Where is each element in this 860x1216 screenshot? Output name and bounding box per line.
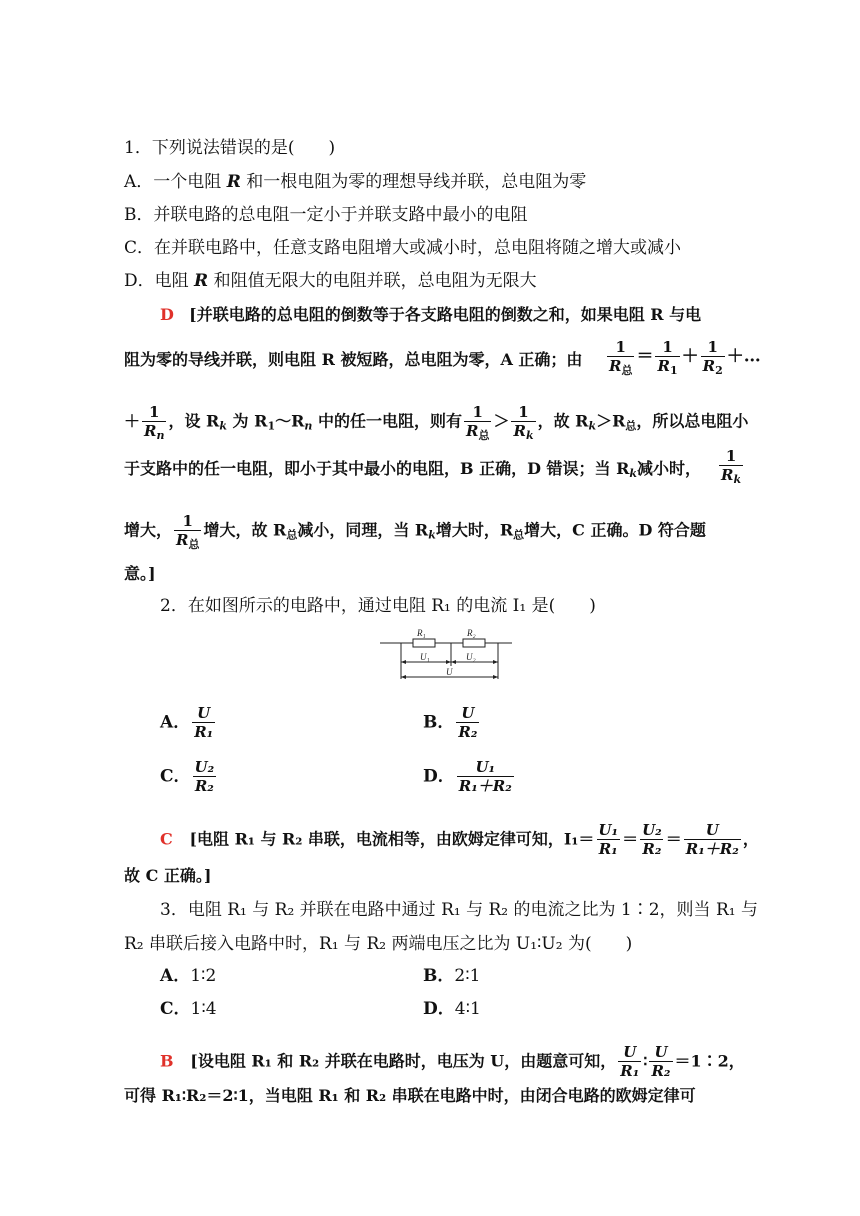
explanation-text: 阻为零的导线并联，则电阻 R 被短路，总电阻为零，A 正确；由 [124,350,583,369]
label-r1: R₁ [417,628,426,638]
option-letter: D． [124,271,155,291]
equals-sign: ＝ [636,346,654,367]
subscript: 总 [188,538,200,551]
explanation-text: 于支路中的任一电阻，即小于其中最小的电阻，B 正确，D 错误；当 R [124,459,630,478]
option-text: 4∶1 [454,999,481,1019]
fraction [192,705,215,741]
label-u: U [446,667,453,677]
q1-stem: 1．下列说法错误的是( ) [124,138,336,158]
fraction-denominator: R₁＋R₂ [685,840,739,858]
fraction-denominator: $R_总$ [609,357,633,377]
explanation-text: [电阻 R₁ 与 R₂ 串联，电流相等，由欧姆定律可知，I₁＝ [189,829,595,849]
option-letter: B． [423,966,455,986]
fraction-numerator: 1 [615,338,626,356]
fraction-numerator: 1 [182,512,193,530]
equals-sign: ＝ [665,829,682,849]
q1-option-d[interactable] [124,271,537,291]
q3-stem-line1: 3．电阻 R₁ 与 R₂ 并联在电路中通过 R₁ 与 R₂ 的电流之比为 1∶2，则当 R₁ 与 [160,900,758,920]
fraction-numerator: U [197,704,211,722]
series-circuit-diagram [376,624,516,686]
explanation-text: [设电阻 R₁ 和 R₂ 并联在电路时，电压为 U，由题意可知， [190,1051,617,1071]
plus-ellipsis: ＋… [726,346,761,367]
fraction-numerator: 1 [662,338,673,356]
q3-explanation-line2: 可得 R₁∶R₂＝2∶1，当电阻 R₁ 和 R₂ 串联在电路中时，由闭合电路的欧姆定律可 [124,1086,696,1105]
explanation-text: 中的任一电阻，则有 [312,411,462,431]
q2-option-c[interactable] [160,759,218,795]
q1-option-a[interactable] [124,172,586,192]
var-r: R [194,271,209,291]
option-letter: C． [160,999,191,1019]
fraction [511,404,535,440]
q3-explanation-line1 [160,1044,745,1080]
explanation-text: 为 R [226,411,268,431]
q1-option-b[interactable] [124,205,528,225]
option-text: 和阻值无限大的电阻并联，总电阻为无限大 [208,271,537,291]
q1-explanation-line3: ＋ $\frac{1}{R_n}$ ，设 $R_k$ 为 $R_1\sim R_n$ 中的任一电阻，则有 $\frac{1}{R_总}$ ＞ $\frac{1}{R_k}$ ，故 $R_k>R_总$，所以总电阻小 [124,403,749,442]
fraction [464,404,491,440]
q3-option-d[interactable] [423,999,481,1019]
fraction-numerator: U₁ [475,758,496,776]
explanation-text: ，设 R [168,411,220,431]
fraction-denominator: R₂ [651,1062,671,1080]
q1-option-c[interactable] [124,238,681,258]
fraction-numerator: U₂ [642,821,662,839]
fraction [618,1044,641,1080]
fraction-denominator: R₂ [458,723,478,741]
fraction-numerator: 1 [518,403,529,421]
explanation-text: [并联电路的总电阻的倒数等于各支路电阻的倒数之和，如果电阻 R 与电 [189,305,702,324]
explanation-text: 增大， [124,520,173,540]
fraction-numerator: 1 [149,403,160,421]
q1-explanation-line4: 于支路中的任一电阻，即小于其中最小的电阻，B 正确，D 错误；当 $R_k$减小时， [124,459,702,480]
fraction [640,822,664,858]
option-letter: C． [124,238,155,258]
fraction-denominator: R₁ [620,1062,640,1080]
fraction [649,1044,672,1080]
fraction [655,339,679,375]
q2-option-d[interactable] [423,759,516,795]
explanation-text: ，故 R [537,411,589,431]
fraction-denominator: $R_总$ [176,531,200,551]
colon-sign: ∶ [643,1051,648,1071]
fraction-denominator: R₂ [194,777,214,795]
explanation-text: ＞R [596,411,626,431]
q1-explanation-line6: 意。] [124,564,156,583]
option-letter: D． [423,766,455,787]
subscript: 总 [286,528,298,542]
q2-stem: 2．在如图所示的电路中，通过电阻 R₁ 的电流 I₁ 是( ) [160,596,596,616]
explanation-text: 减小时， [637,459,702,478]
label-u1: U₁ [420,652,430,662]
q3-stem-line2: R₂ 串联后接入电路中时，R₁ 与 R₂ 两端电压之比为 U₁∶U₂ 为( ) [124,934,633,954]
option-text: 电阻 [154,271,195,291]
plus-sign: ＋ [124,411,141,431]
option-text: 和一根电阻为零的理想导线并联，总电阻为零 [240,172,587,192]
label-r2: R₂ [467,628,476,638]
option-text: 2∶1 [454,966,481,986]
fraction-numerator: U₂ [194,758,215,776]
option-text: 1∶2 [190,966,217,986]
q3-answer: B [160,1051,174,1071]
fraction-denominator: R₂ [642,840,662,858]
q1-answer: D [160,305,174,324]
fraction [193,759,217,795]
fraction [684,822,741,858]
fraction [142,404,166,440]
fraction [174,513,201,549]
explanation-text: 减小，同理，当 R [297,520,429,540]
q2-answer: C [160,829,173,849]
option-letter: B． [124,205,154,225]
explanation-text: ～R [275,411,305,431]
option-letter: A． [160,712,191,733]
option-letter: A． [160,966,191,986]
option-text: 在并联电路中，任意支路电阻增大或减小时，总电阻将随之增大或减小 [154,238,682,258]
option-letter: A． [124,172,154,192]
fraction-numerator: U [623,1043,637,1061]
option-text: 一个电阻 [153,172,227,192]
fraction-denominator: $R_1$ [657,357,678,377]
subscript: 总 [513,528,525,542]
fraction [719,448,743,484]
explanation-text: ，所以总电阻小 [636,411,749,431]
fraction-denominator: $R_k$ [513,422,534,442]
q2-explanation-line2: 故 C 正确。] [124,866,212,885]
fraction-numerator: U₁ [598,821,619,839]
fraction-denominator: R₁＋R₂ [458,777,512,795]
q3-option-a[interactable] [160,966,216,986]
explanation-text: 增大，故 R [203,520,287,540]
plus-sign: ＋ [681,346,699,367]
explanation-text: 增大时，R [435,520,514,540]
gt-sign: ＞ [493,411,510,431]
subscript: 总 [478,429,490,442]
q2-option-a[interactable] [160,705,217,741]
q1-explanation-line5: 增大， $\frac{1}{R_总}$ 增大，故 $R_总$减小，同理，当 $R_k$增大时，$R_总$增大，C 正确。D 符合题 [124,512,706,551]
equals-sign: ＝ [622,829,639,849]
q1-inverse-rk [717,448,745,484]
fraction [701,339,725,375]
label-u2: U₂ [466,652,476,662]
fraction-denominator: R₁ [194,723,214,741]
explanation-text: ＝1∶2， [674,1051,745,1071]
option-letter: D． [423,999,455,1019]
fraction-denominator: $R_2$ [702,357,723,377]
fraction [607,339,634,375]
q2-explanation-line1 [160,822,759,858]
fraction-numerator: U [654,1043,668,1061]
fraction [596,822,620,858]
q1-sum-formula [605,339,761,375]
option-letter: C． [160,766,191,787]
subscript: 总 [625,419,637,433]
fraction-numerator: 1 [707,338,718,356]
fraction-numerator: 1 [725,447,737,465]
q3-option-c[interactable] [160,999,217,1019]
explanation-text: 增大，C 正确。D 符合题 [524,520,706,540]
fraction-numerator: 1 [472,403,483,421]
option-text: 1∶4 [190,999,217,1019]
option-letter: B． [423,712,455,733]
option-text: 并联电路的总电阻一定小于并联支路中最小的电阻 [153,205,528,225]
explanation-text: ， [742,829,759,849]
fraction [457,759,514,795]
fraction-denominator: $R_n$ [144,422,165,442]
var-r: R [226,172,241,192]
fraction-numerator: U [705,821,719,839]
q1-explanation-line1 [160,305,701,325]
q1-explanation-line2 [124,350,582,370]
fraction [456,705,479,741]
subscript: 总 [621,364,633,377]
q2-option-b[interactable] [423,705,481,741]
fraction-denominator: $R_k$ [721,466,742,486]
fraction-denominator: $R_总$ [465,422,490,442]
fraction-numerator: U [461,704,475,722]
fraction-denominator: R₁ [598,840,618,858]
q3-option-b[interactable] [423,966,480,986]
